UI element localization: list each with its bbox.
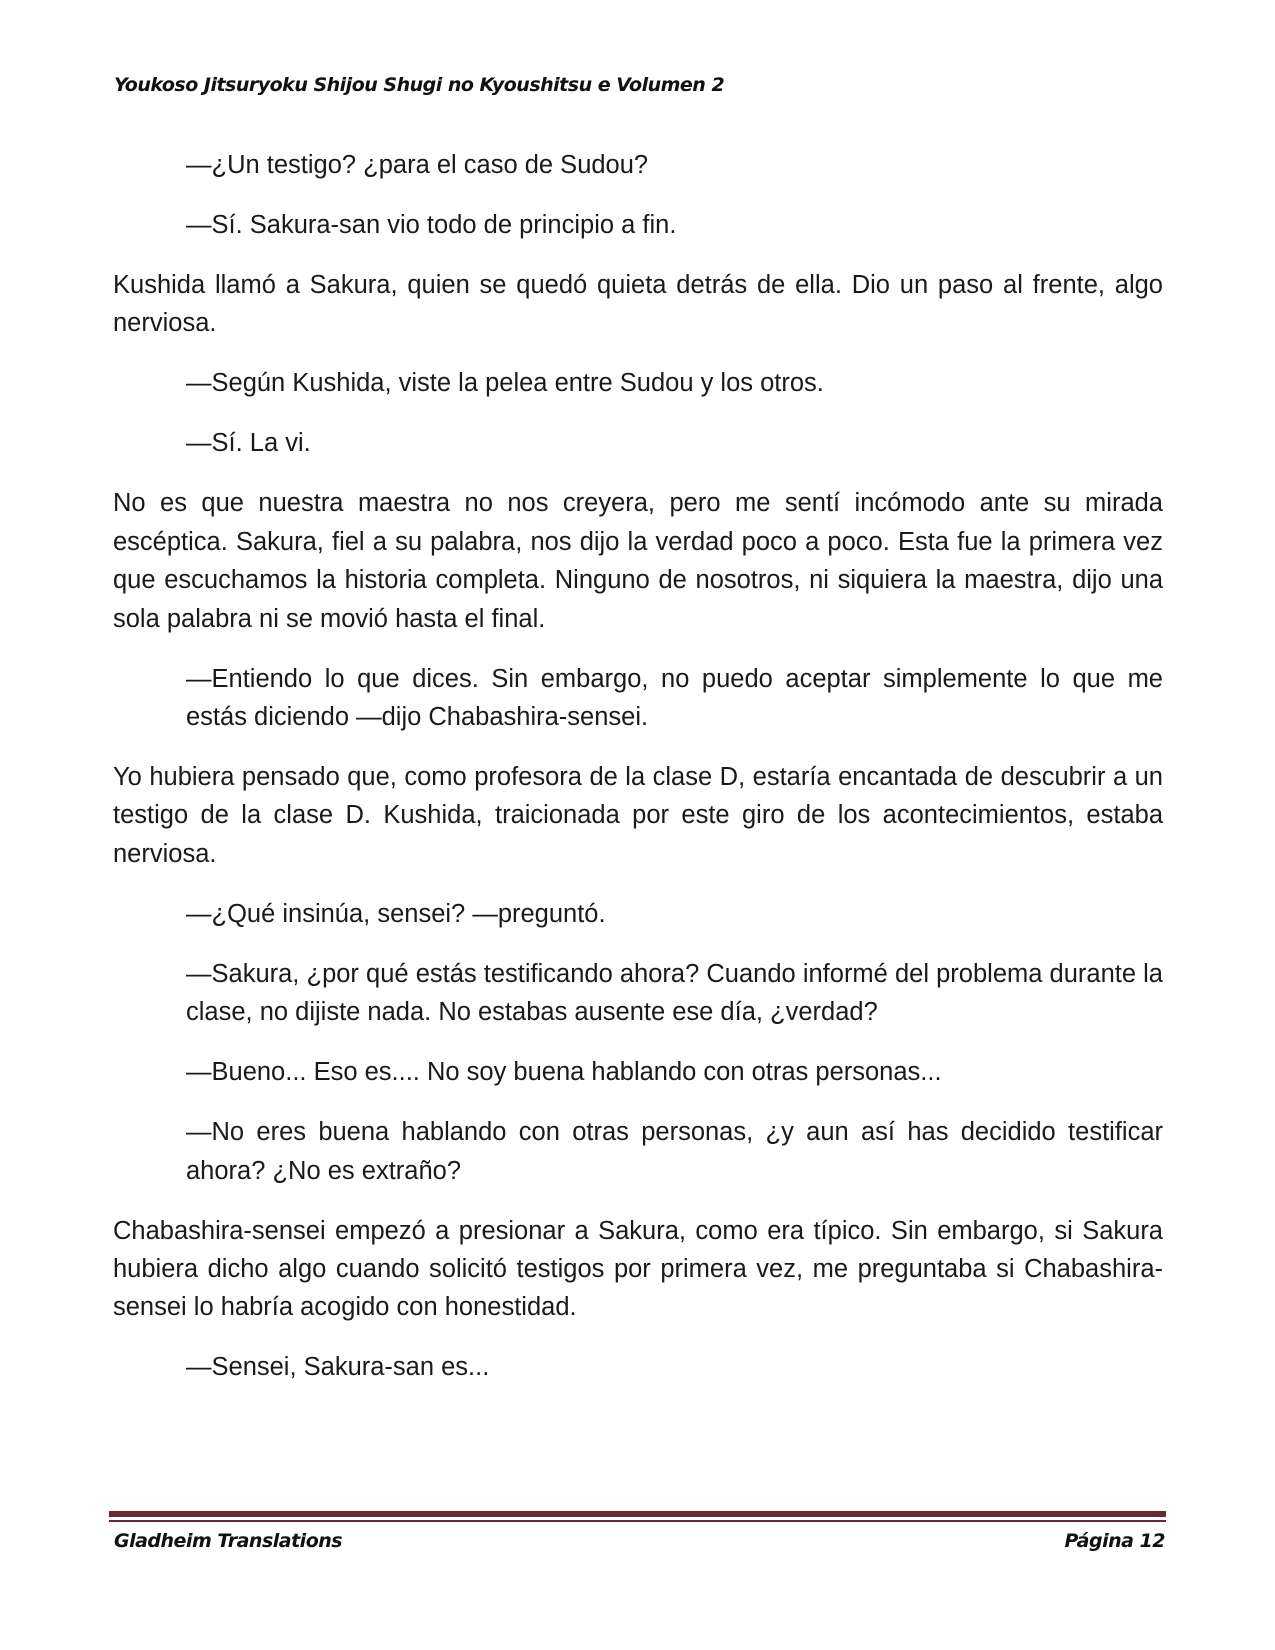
dialogue-paragraph: —Sakura, ¿por qué estás testificando ahora? Cuando informé del problema durante la clase, no dijiste nada. No estabas ausente ese día, ¿verdad?: [186, 959, 1163, 1027]
dialogue-paragraph: —Entiendo lo que dices. Sin embargo, no puedo aceptar simplemente lo que me estás diciendo —dijo Chabashira-sensei.: [186, 664, 1163, 732]
dialogue-paragraph: —Sensei, Sakura-san es...: [186, 1353, 490, 1382]
narration-paragraph: Yo hubiera pensado que, como profesora de la clase D, estaría encantada de descubrir a un testigo de la clase D. Kushida, traicionada por este giro de los acontecimientos, estaba nerviosa.: [113, 763, 1163, 868]
footer-page-number: Página 12: [1064, 1530, 1165, 1552]
dialogue-paragraph: —Bueno... Eso es.... No soy buena hablando con otras personas...: [186, 1058, 942, 1087]
page-body: [113, 146, 1163, 1408]
running-header: Youkoso Jitsuryoku Shijou Shugi no Kyoushitsu e Volumen 2: [114, 74, 725, 96]
footer-publisher: Gladheim Translations: [114, 1530, 343, 1552]
dialogue-paragraph: —¿Qué insinúa, sensei? —preguntó.: [186, 899, 606, 928]
narration-paragraph: Kushida llamó a Sakura, quien se quedó quieta detrás de ella. Dio un paso al frente, algo nerviosa.: [113, 271, 1163, 338]
dialogue-paragraph: —¿Un testigo? ¿para el caso de Sudou?: [186, 151, 649, 179]
dialogue-paragraph: —No eres buena hablando con otras personas, ¿y aun así has decidido testificar ahora? ¿No es extraño?: [186, 1118, 1163, 1185]
narration-paragraph: No es que nuestra maestra no nos creyera, pero me sentí incómodo ante su mirada escéptica. Sakura, fiel a su palabra, nos dijo la verdad poco a poco. Esta fue la primera vez que escuchamos la historia completa. Ninguno de nosotros, ni siquiera la maestra, dijo una sola palabra ni se movió hasta el final.: [113, 489, 1163, 633]
dialogue-paragraph: —Sí. Sakura-san vio todo de principio a fin.: [186, 211, 677, 239]
narration-paragraph: Chabashira-sensei empezó a presionar a Sakura, como era típico. Sin embargo, si Sakura hubiera dicho algo cuando solicitó testigos por primera vez, me preguntaba si Chabashira-sensei lo habría acogido con honestidad.: [113, 1216, 1163, 1322]
dialogue-paragraph: —Según Kushida, viste la pelea entre Sudou y los otros.: [186, 369, 824, 398]
dialogue-paragraph: —Sí. La vi.: [186, 429, 311, 458]
footer-rule-thick: [109, 1511, 1166, 1517]
footer-rule-thin: [109, 1520, 1166, 1522]
